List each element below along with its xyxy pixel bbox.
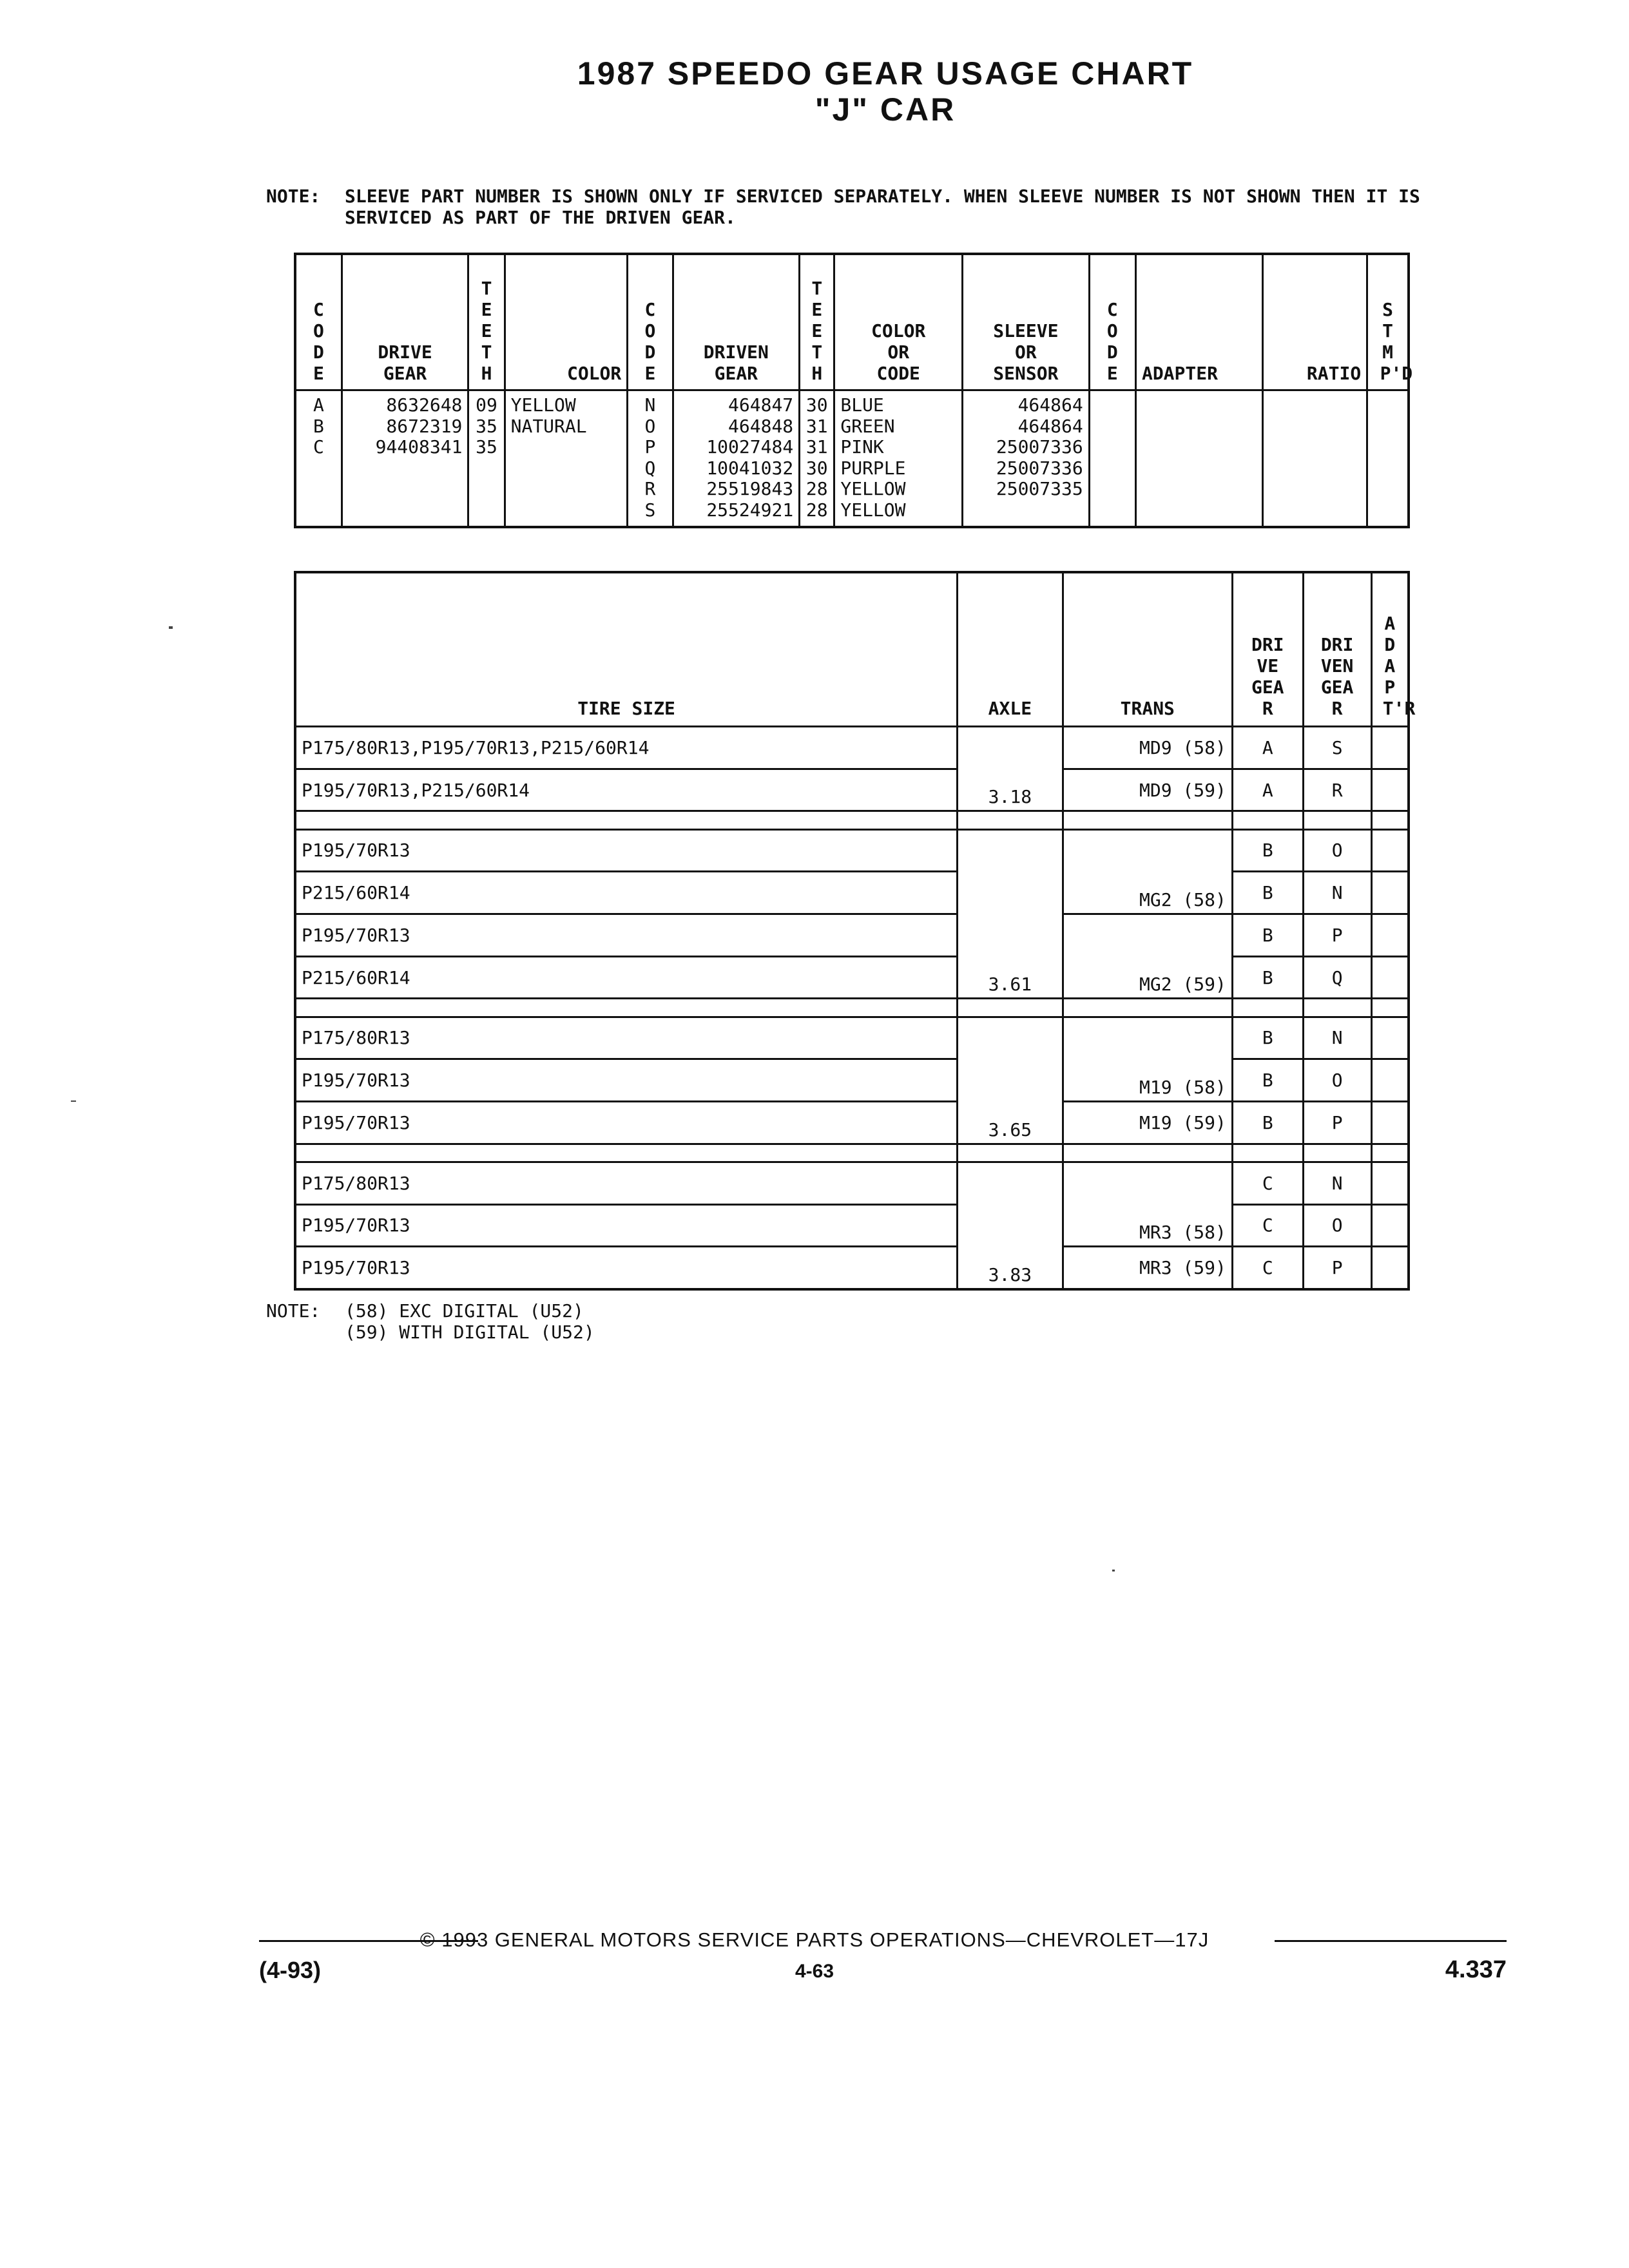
trans-cell: MD9 (58) <box>1063 727 1232 769</box>
trans-cell: MR3 (59) <box>1063 1247 1232 1289</box>
driven-gear-cell: N <box>1303 1017 1371 1059</box>
axle-cell: 3.65 <box>958 1017 1063 1144</box>
header-sleeve-or-sensor: SLEEVE OR SENSOR <box>963 254 1090 390</box>
driven-gear-cell: O <box>1303 1204 1371 1247</box>
driven-code-column: N O P Q R S <box>628 390 673 528</box>
scan-speck <box>1112 1570 1115 1571</box>
adapter-cell <box>1371 1101 1409 1144</box>
adapter-cell <box>1371 1247 1409 1289</box>
adapter-cell <box>1371 1204 1409 1247</box>
note-label: NOTE: <box>266 186 321 207</box>
driven-gear-cell: O <box>1303 829 1371 872</box>
tire-size-cell: P195/70R13 <box>295 914 958 956</box>
adapter-cell <box>1371 727 1409 769</box>
axle-cell: 3.61 <box>958 829 1063 999</box>
tire-size-cell: P215/60R14 <box>295 872 958 914</box>
tire-size-cell: P195/70R13 <box>295 1204 958 1247</box>
footnote-line-1: (58) EXC DIGITAL (U52) <box>345 1300 584 1321</box>
trans-cell: MG2 (59) <box>1063 914 1232 998</box>
header-drive-gear: DRIVE GEAR <box>342 254 468 390</box>
footnote-label: NOTE: <box>266 1300 321 1321</box>
adapter-cell <box>1371 829 1409 872</box>
adapter-column <box>1135 390 1262 528</box>
trans-cell: M19 (58) <box>1063 1017 1232 1101</box>
header-driven-gear: DRIVEN GEAR <box>1303 572 1371 727</box>
drive-gear-cell: A <box>1232 727 1303 769</box>
stamped-column <box>1367 390 1409 528</box>
drive-color-column: YELLOW NATURAL <box>505 390 628 528</box>
drive-teeth-column: 09 35 35 <box>468 390 505 528</box>
drive-gear-cell: B <box>1232 956 1303 999</box>
driven-gear-cell: N <box>1303 872 1371 914</box>
scan-speck <box>71 1100 76 1102</box>
header-trans: TRANS <box>1063 572 1232 727</box>
tire-size-cell: P195/70R13 <box>295 1247 958 1289</box>
drive-gear-cell: B <box>1232 1101 1303 1144</box>
tire-size-cell: P195/70R13,P215/60R14 <box>295 769 958 811</box>
header-code: CODE <box>628 254 673 390</box>
footer-section-number: 4-63 <box>795 1961 834 1982</box>
drive-gear-cell: B <box>1232 1017 1303 1059</box>
drive-gear-cell: B <box>1232 1059 1303 1102</box>
driven-gear-cell: S <box>1303 727 1371 769</box>
adapter-code-column <box>1089 390 1135 528</box>
driven-gear-cell: N <box>1303 1162 1371 1204</box>
group-separator <box>295 811 1409 829</box>
header-teeth: TEETH <box>800 254 834 390</box>
header-teeth: TEETH <box>468 254 505 390</box>
tire-size-cell: P215/60R14 <box>295 956 958 999</box>
tire-size-cell: P195/70R13 <box>295 829 958 872</box>
driven-gear-cell: O <box>1303 1059 1371 1102</box>
driven-teeth-column: 30 31 31 30 28 28 <box>800 390 834 528</box>
trans-cell: MR3 (58) <box>1063 1162 1232 1246</box>
gear-part-table <box>294 253 1413 528</box>
note-text-line-2: SERVICED AS PART OF THE DRIVEN GEAR. <box>345 207 736 228</box>
header-driven-gear: DRIVEN GEAR <box>673 254 800 390</box>
adapter-cell <box>1371 956 1409 999</box>
header-code: CODE <box>295 254 342 390</box>
drive-code-column: A B C <box>295 390 342 528</box>
trans-cell: MD9 (59) <box>1063 769 1232 811</box>
trans-cell: M19 (59) <box>1063 1101 1232 1144</box>
header-tire-size: TIRE SIZE <box>295 572 958 727</box>
driven-gear-cell: R <box>1303 769 1371 811</box>
footer-date: (4-93) <box>259 1957 322 1983</box>
header-color-or-code: COLOR OR CODE <box>834 254 963 390</box>
axle-cell: 3.18 <box>958 727 1063 811</box>
adapter-cell <box>1371 872 1409 914</box>
drive-gear-cell: C <box>1232 1247 1303 1289</box>
trans-cell: MG2 (58) <box>1063 829 1232 914</box>
header-adapter: ADAPTER <box>1135 254 1262 390</box>
tire-size-cell: P195/70R13 <box>295 1101 958 1144</box>
adapter-cell <box>1371 1017 1409 1059</box>
adapter-cell <box>1371 1059 1409 1102</box>
header-stamped: STMP'D <box>1367 254 1409 390</box>
adapter-cell <box>1371 1162 1409 1204</box>
drive-gear-cell: B <box>1232 914 1303 956</box>
tire-size-cell: P175/80R13 <box>295 1017 958 1059</box>
driven-gear-cell: Q <box>1303 956 1371 999</box>
drive-gear-cell: B <box>1232 872 1303 914</box>
tire-size-cell: P195/70R13 <box>295 1059 958 1102</box>
sleeve-sensor-column: 464864 464864 25007336 25007336 25007335 <box>963 390 1090 528</box>
group-separator <box>295 1144 1409 1162</box>
driven-gear-cell: P <box>1303 1247 1371 1289</box>
header-code: CODE <box>1089 254 1135 390</box>
axle-cell: 3.83 <box>958 1162 1063 1289</box>
drive-gear-cell: B <box>1232 829 1303 872</box>
driven-gear-cell: P <box>1303 914 1371 956</box>
scan-speck <box>169 626 173 629</box>
adapter-cell <box>1371 914 1409 956</box>
page-title: 1987 SPEEDO GEAR USAGE CHART <box>577 55 1194 91</box>
usage-table <box>294 571 1416 1291</box>
ratio-column <box>1262 390 1367 528</box>
header-ratio: RATIO <box>1262 254 1367 390</box>
driven-gear-cell: P <box>1303 1101 1371 1144</box>
drive-gear-cell: C <box>1232 1204 1303 1247</box>
group-separator <box>295 999 1409 1017</box>
drive-gear-cell: C <box>1232 1162 1303 1204</box>
driven-gear-column: 464847 464848 10027484 10041032 25519843 25524921 <box>673 390 800 528</box>
tire-size-cell: P175/80R13,P195/70R13,P215/60R14 <box>295 727 958 769</box>
header-adapter: ADAPT'R <box>1371 572 1409 727</box>
footnote-line-2: (59) WITH DIGITAL (U52) <box>345 1321 595 1343</box>
header-axle: AXLE <box>958 572 1063 727</box>
footer-page-number: 4.337 <box>1445 1956 1507 1983</box>
header-color: COLOR <box>505 254 628 390</box>
page-subtitle: "J" CAR <box>815 91 956 128</box>
header-drive-gear: DRIVE GEAR <box>1232 572 1303 727</box>
driven-color-column: BLUE GREEN PINK PURPLE YELLOW YELLOW <box>834 390 963 528</box>
footer-copyright: © 1993 GENERAL MOTORS SERVICE PARTS OPERATIONS—CHEVROLET—17J <box>419 1928 1210 1951</box>
drive-gear-column: 8632648 8672319 94408341 <box>342 390 468 528</box>
drive-gear-cell: A <box>1232 769 1303 811</box>
note-text-line-1: SLEEVE PART NUMBER IS SHOWN ONLY IF SERVICED SEPARATELY. WHEN SLEEVE NUMBER IS NOT SHOWN THEN IT IS <box>345 186 1420 207</box>
tire-size-cell: P175/80R13 <box>295 1162 958 1204</box>
adapter-cell <box>1371 769 1409 811</box>
